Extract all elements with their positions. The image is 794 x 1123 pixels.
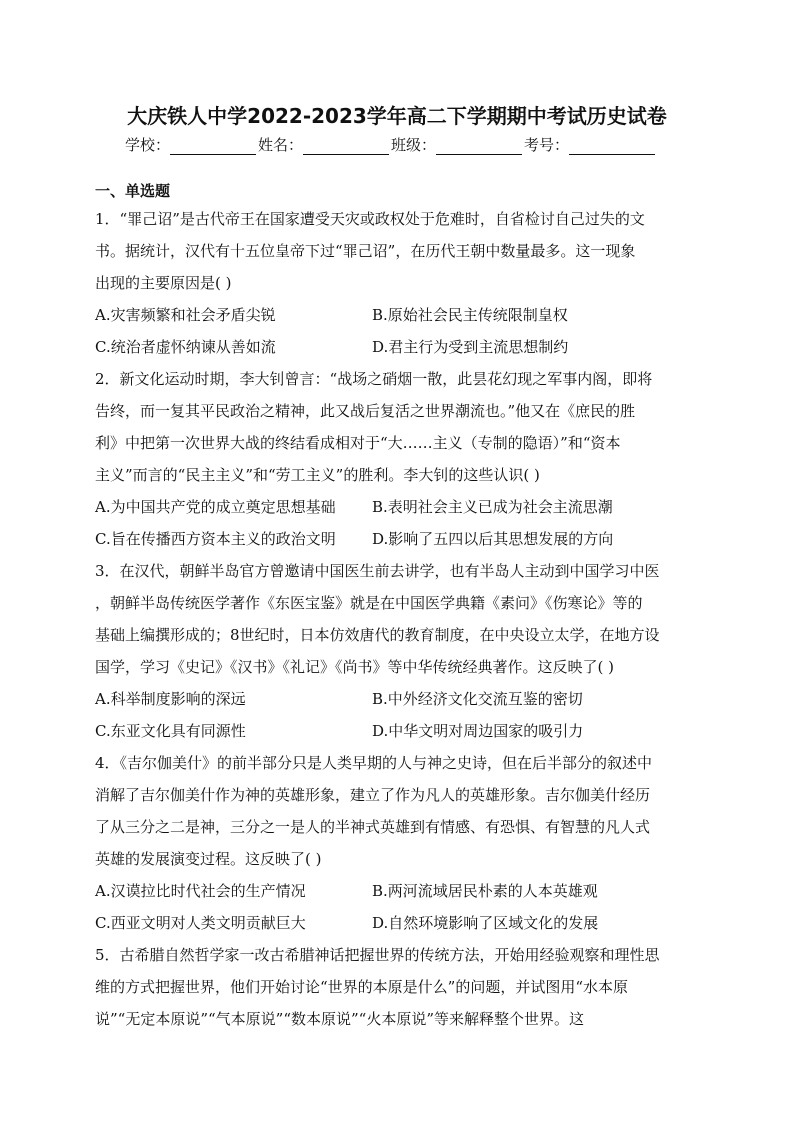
question-2 [95, 363, 697, 555]
class-label: 班级： [391, 136, 437, 154]
option-b[interactable]: B.表明社会主义已成为社会主流思潮 [372, 498, 613, 516]
name-blank[interactable] [303, 138, 389, 155]
class-blank[interactable] [436, 138, 522, 155]
option-row [95, 523, 697, 555]
question-text-line: 基础上编撰形成的；8世纪时，日本仿效唐代的教育制度，在中央设立太学，在地方设 [95, 626, 660, 644]
option-row [95, 907, 697, 939]
question-4 [95, 747, 697, 939]
class-field [391, 134, 524, 155]
section-title: 一、单选题 [95, 182, 171, 200]
option-b[interactable]: B.原始社会民主传统限制皇权 [372, 306, 568, 324]
question-text-line: 主义”而言的“民主主义”和“劳工主义”的胜利。李大钊的这些认识( ) [95, 466, 540, 484]
option-c[interactable]: C.统治者虚怀纳谏从善如流 [95, 338, 276, 356]
question-text-line: 出现的主要原因是( ) [95, 274, 232, 292]
option-row [95, 491, 697, 523]
question-text-line: 告终，而一复其平民政治之精神，此又战后复活之世界潮流也。”他又在《庶民的胜 [95, 402, 636, 420]
option-d[interactable]: D.自然环境影响了区域文化的发展 [372, 914, 599, 932]
question-text-line: 国学，学习《史记》《汉书》《礼记》《尚书》等中华传统经典著作。这反映了( ) [95, 658, 614, 676]
school-field [125, 134, 258, 155]
question-text-line: 利》中把第一次世界大战的终结看成相对于“大……主义（专制的隐语）”和“资本 [95, 434, 621, 452]
school-blank[interactable] [170, 138, 256, 155]
question-text-line: 维的方式把握世界，他们开始讨论“世界的本原是什么”的问题，并试图用“水本原 [95, 978, 629, 996]
question-list [95, 203, 697, 1035]
question-text-line: 英雄的发展演变过程。这反映了( ) [95, 850, 322, 868]
option-d[interactable]: D.影响了五四以后其思想发展的方向 [372, 530, 614, 548]
question-text-line: 5．古希腊自然哲学家一改古希腊神话把握世界的传统方法，开始用经验观察和理性思 [95, 946, 660, 964]
option-b[interactable]: B.两河流域居民朴素的人本英雄观 [372, 882, 598, 900]
question-text-line: 说”“无定本原说”“气本原说”“数本原说”“火本原说”等来解释整个世界。这 [95, 1010, 585, 1028]
question-text-line: ，朝鲜半岛传统医学著作《东医宝鉴》就是在中国医学典籍《素问》《伤寒论》等的 [95, 594, 643, 612]
question-3 [95, 555, 697, 747]
option-b[interactable]: B.中外经济文化交流互鉴的密切 [372, 690, 583, 708]
option-d[interactable]: D.君主行为受到主流思想制约 [372, 338, 569, 356]
option-row [95, 331, 697, 363]
name-label: 姓名： [258, 136, 304, 154]
student-info-row [125, 134, 657, 155]
question-text-line: 3．在汉代，朝鲜半岛官方曾邀请中国医生前去讲学，也有半岛人主动到中国学习中医 [95, 562, 660, 580]
question-text-line: 消解了吉尔伽美什作为神的英雄形象，建立了作为凡人的英雄形象。吉尔伽美什经历 [95, 786, 651, 804]
question-text-line: 书。据统计，汉代有十五位皇帝下过“罪己诏”，在历代王朝中数量最多。这一现象 [95, 242, 636, 260]
option-row [95, 299, 697, 331]
option-c[interactable]: C.旨在传播西方资本主义的政治文明 [95, 530, 336, 548]
option-row [95, 875, 697, 907]
option-a[interactable]: A.汉谟拉比时代社会的生产情况 [95, 882, 306, 900]
option-c[interactable]: C.西亚文明对人类文明贡献巨大 [95, 914, 306, 932]
option-row [95, 715, 697, 747]
question-text-line: 4．《吉尔伽美什》的前半部分只是人类早期的人与神之史诗，但在后半部分的叙述中 [95, 754, 653, 772]
school-label: 学校： [125, 136, 171, 154]
option-a[interactable]: A.为中国共产党的成立奠定思想基础 [95, 498, 336, 516]
option-a[interactable]: A.科举制度影响的深远 [95, 690, 246, 708]
question-text-line: 2．新文化运动时期，李大钊曾言：“战场之硝烟一散，此昙花幻现之军事内阁，即将 [95, 370, 653, 388]
exam-number-label: 考号： [524, 136, 570, 154]
page-title: 大庆铁人中学2022-2023学年高二下学期期中考试历史试卷 [127, 104, 667, 128]
option-a[interactable]: A.灾害频繁和社会矛盾尖锐 [95, 306, 276, 324]
question-text-line: 了从三分之二是神，三分之一是人的半神式英雄到有情感、有恐惧、有智慧的凡人式 [95, 818, 651, 836]
name-field [258, 134, 391, 155]
option-d[interactable]: D.中华文明对周边国家的吸引力 [372, 722, 584, 740]
question-text-line: 1．“罪己诏”是古代帝王在国家遭受天灾或政权处于危难时，自省检讨自己过失的文 [95, 210, 645, 228]
option-row [95, 683, 697, 715]
exam-number-blank[interactable] [569, 138, 655, 155]
exam-number-field [524, 134, 657, 155]
question-5 [95, 939, 697, 1035]
option-c[interactable]: C.东亚文化具有同源性 [95, 722, 246, 740]
question-1 [95, 203, 697, 363]
